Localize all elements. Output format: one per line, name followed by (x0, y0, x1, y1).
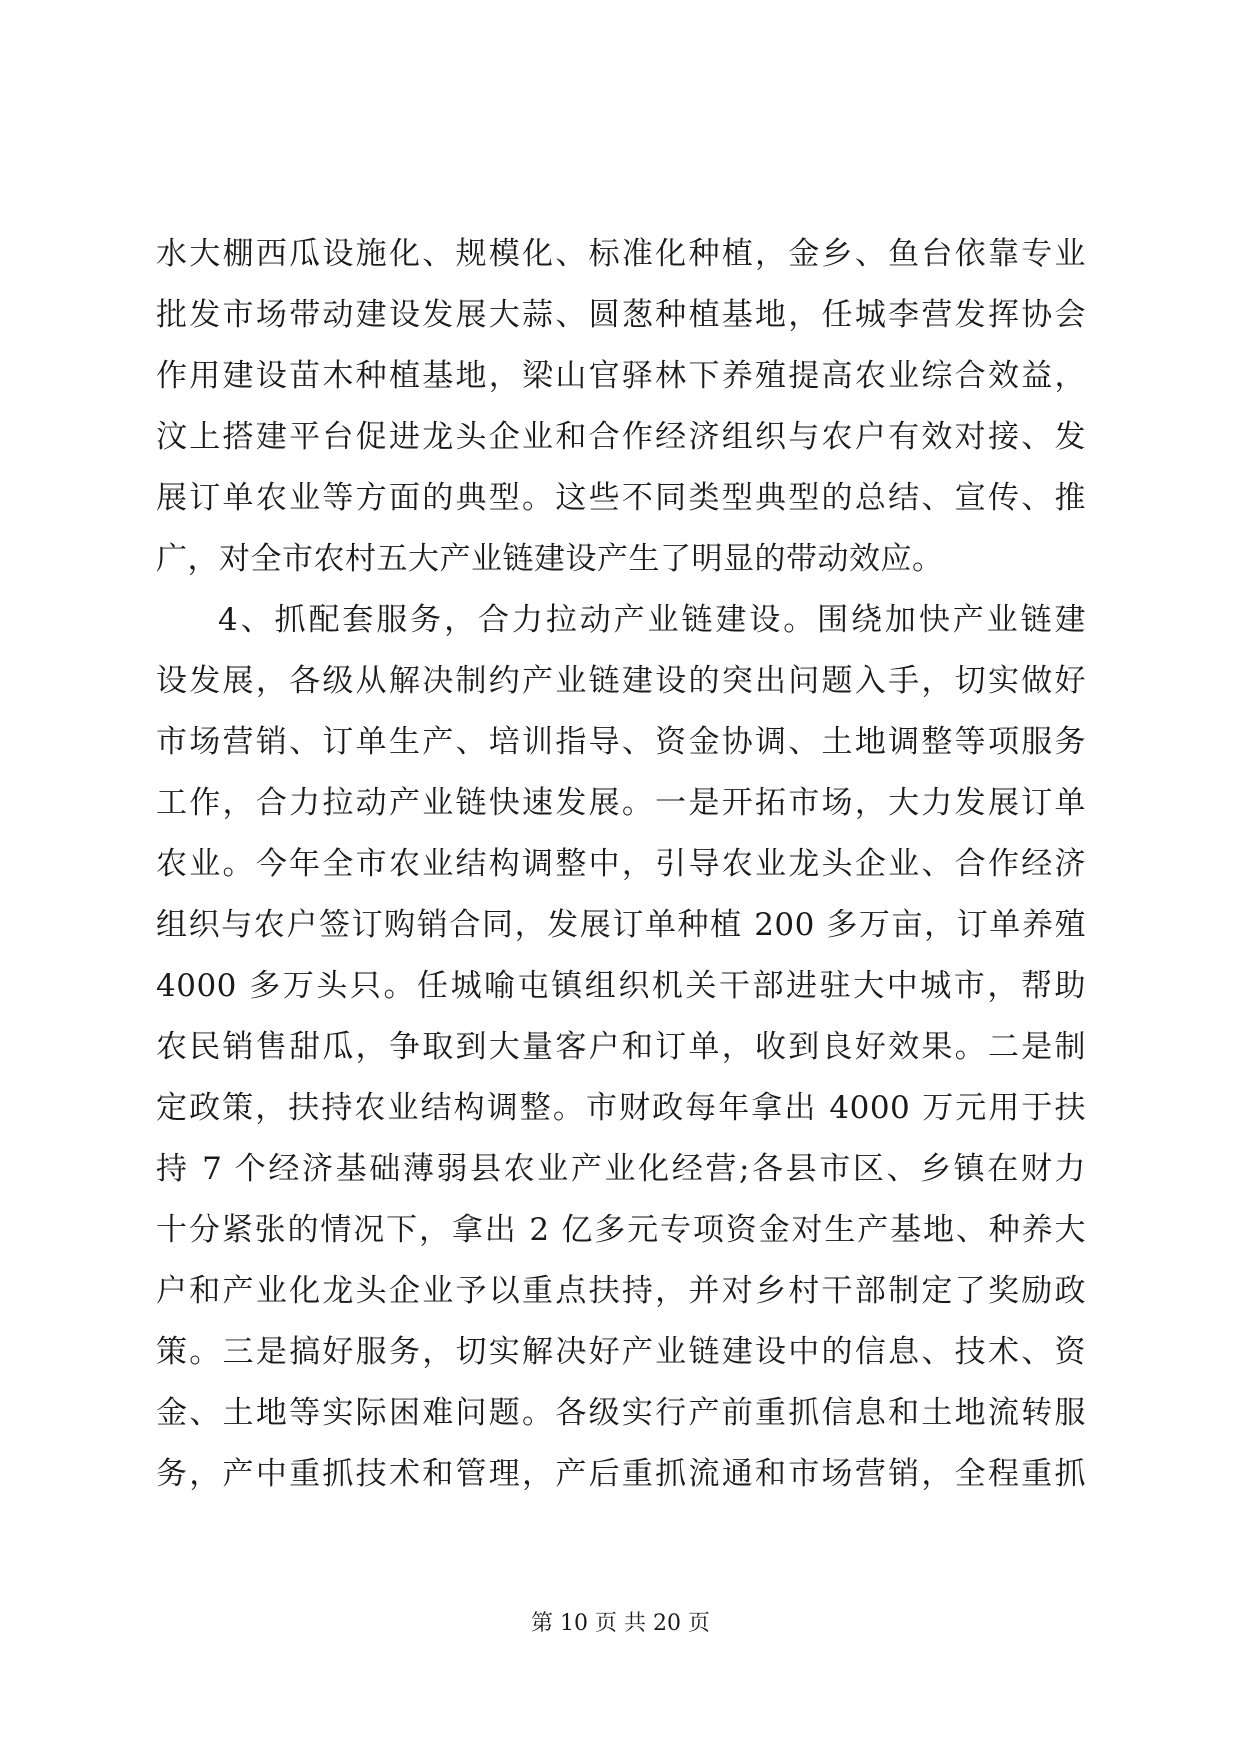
text-line: 作用建设苗木种植基地，梁山官驿林下养殖提高农业综合效益， (156, 358, 1086, 394)
paragraph-1 (156, 224, 1086, 590)
text-line: 水大棚西瓜设施化、规模化、标准化种植，金乡、鱼台依靠专业 (156, 236, 1086, 272)
text-line: 农业。今年全市农业结构调整中，引导农业龙头企业、合作经济 (156, 846, 1086, 882)
text-line: 4000 多万头只。任城喻屯镇组织机关干部进驻大中城市，帮助 (156, 968, 1086, 1004)
text-line: 定政策，扶持农业结构调整。市财政每年拿出 4000 万元用于扶 (156, 1090, 1086, 1126)
text-line: 市场营销、订单生产、培训指导、资金协调、土地调整等项服务 (156, 724, 1086, 760)
text-line: 展订单农业等方面的典型。这些不同类型典型的总结、宣传、推 (156, 480, 1086, 516)
text-line: 农民销售甜瓜，争取到大量客户和订单，收到良好效果。二是制 (156, 1029, 1086, 1065)
text-line: 户和产业化龙头企业予以重点扶持，并对乡村干部制定了奖励政 (156, 1273, 1086, 1309)
text-line: 持 7 个经济基础薄弱县农业产业化经营;各县市区、乡镇在财力 (156, 1151, 1086, 1187)
text-line: 组织与农户签订购销合同，发展订单种植 200 多万亩，订单养殖 (156, 907, 1086, 943)
text-line: 金、土地等实际困难问题。各级实行产前重抓信息和土地流转服 (156, 1395, 1086, 1431)
page-number-label: 第 10 页 共 20 页 (531, 1611, 710, 1636)
text-line: 策。三是搞好服务，切实解决好产业链建设中的信息、技术、资 (156, 1334, 1086, 1370)
text-line: 设发展，各级从解决制约产业链建设的突出问题入手，切实做好 (156, 663, 1086, 699)
text-line: 4、抓配套服务，合力拉动产业链建设。围绕加快产业链建 (218, 602, 1086, 638)
text-line: 务，产中重抓技术和管理，产后重抓流通和市场营销，全程重抓 (156, 1456, 1086, 1492)
text-line: 批发市场带动建设发展大蒜、圆葱种植基地，任城李营发挥协会 (156, 297, 1086, 333)
text-line: 广，对全市农村五大产业链建设产生了明显的带动效应。 (156, 541, 944, 577)
text-line: 十分紧张的情况下，拿出 2 亿多元专项资金对生产基地、种养大 (156, 1212, 1086, 1248)
page-footer (0, 1606, 1241, 1637)
document-body (156, 224, 1086, 1505)
text-line: 汶上搭建平台促进龙头企业和合作经济组织与农户有效对接、发 (156, 419, 1086, 455)
text-line: 工作，合力拉动产业链快速发展。一是开拓市场，大力发展订单 (156, 785, 1086, 821)
paragraph-2 (156, 590, 1086, 1505)
